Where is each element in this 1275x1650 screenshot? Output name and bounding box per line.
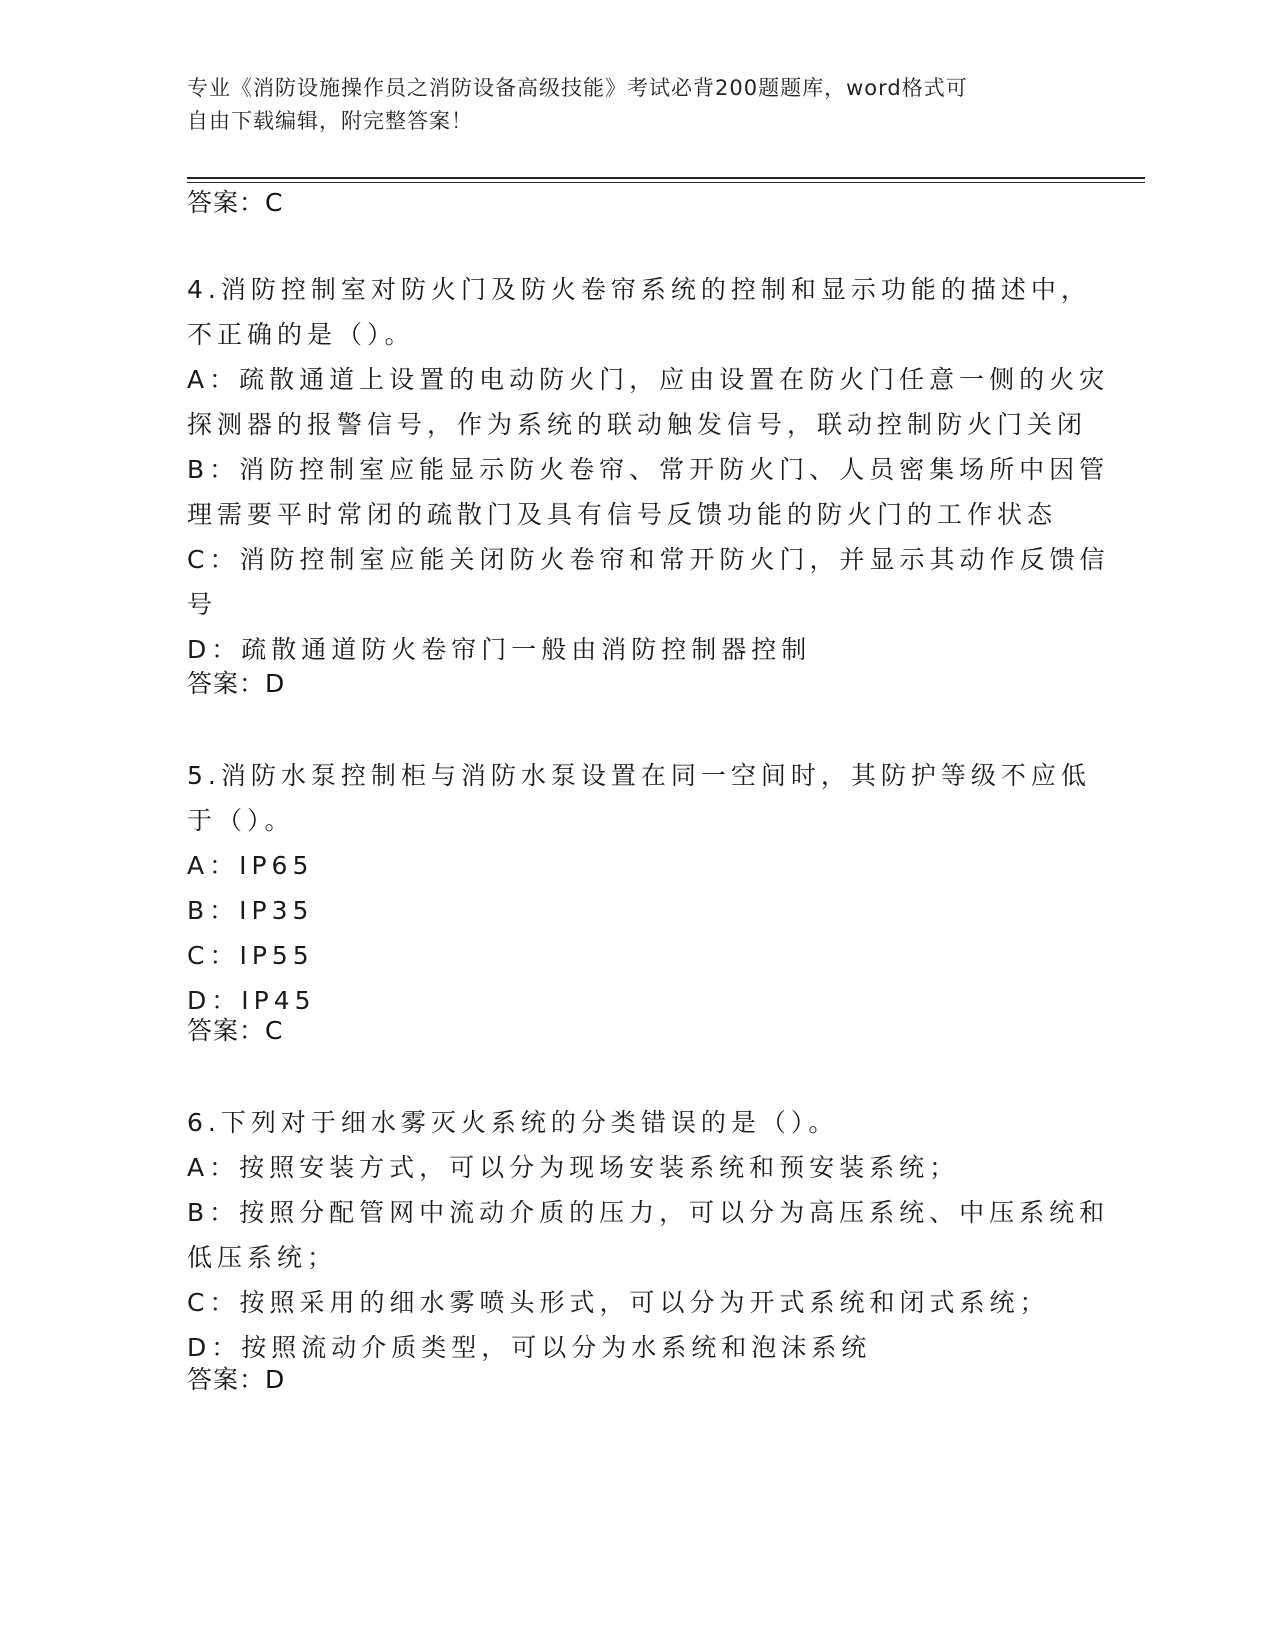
q4-option-c-line-1: C：消防控制室应能关闭防火卷帘和常开防火门，并显示其动作反馈信 <box>187 545 1110 574</box>
q4-option-d-line-1: D：疏散通道防火卷帘门一般由消防控制器控制 <box>187 635 812 664</box>
q4-answer: 答案：D <box>187 669 286 698</box>
question-5 <box>187 753 1091 1023</box>
question-6 <box>187 1100 1110 1370</box>
q5-option-a: A：IP65 <box>187 851 314 880</box>
q5-option-d: D：IP45 <box>187 986 316 1015</box>
q4-option-c-line-2: 号 <box>187 590 218 619</box>
q4-option-b-line-1: B：消防控制室应能显示防火卷帘、常开防火门、人员密集场所中因管 <box>187 455 1110 484</box>
q5-stem-line-1: 5.消防水泵控制柜与消防水泵设置在同一空间时，其防护等级不应低 <box>187 761 1091 790</box>
q6-option-b-line-1: B：按照分配管网中流动介质的压力，可以分为高压系统、中压系统和 <box>187 1198 1110 1227</box>
header-divider-thick <box>187 177 1145 179</box>
header-line-2: 自由下载编辑，附完整答案！ <box>187 109 473 133</box>
q4-option-a-line-2: 探测器的报警信号，作为系统的联动触发信号，联动控制防火门关闭 <box>187 410 1088 439</box>
header-divider-thin <box>187 182 1145 183</box>
q5-option-b: B：IP35 <box>187 896 314 925</box>
q3-answer: 答案：C <box>187 188 284 217</box>
header-line-1: 专业《消防设施操作员之消防设备高级技能》考试必背200题题库，word格式可 <box>187 76 968 100</box>
q4-option-b-line-2: 理需要平时常闭的疏散门及具有信号反馈功能的防火门的工作状态 <box>187 500 1058 529</box>
q5-option-c: C：IP55 <box>187 941 314 970</box>
q5-answer: 答案：C <box>187 1016 284 1045</box>
question-4 <box>187 267 1110 672</box>
q4-option-a-line-1: A：疏散通道上设置的电动防火门，应由设置在防火门任意一侧的火灾 <box>187 365 1110 394</box>
q4-stem-line-1: 4.消防控制室对防火门及防火卷帘系统的控制和显示功能的描述中， <box>187 275 1091 304</box>
document-header <box>187 72 1067 138</box>
q4-stem-line-2: 不正确的是（）。 <box>187 320 415 349</box>
q6-option-a: A：按照安装方式，可以分为现场安装系统和预安装系统； <box>187 1153 960 1182</box>
q6-option-c: C：按照采用的细水雾喷头形式，可以分为开式系统和闭式系统； <box>187 1288 1050 1317</box>
q6-option-d: D：按照流动介质类型，可以分为水系统和泡沫系统 <box>187 1333 872 1362</box>
q5-stem-line-2: 于（）。 <box>187 806 295 835</box>
q6-stem-line-1: 6.下列对于细水雾灭火系统的分类错误的是（）。 <box>187 1108 839 1137</box>
q6-option-b-line-2: 低压系统； <box>187 1243 338 1272</box>
q6-answer: 答案：D <box>187 1365 286 1394</box>
